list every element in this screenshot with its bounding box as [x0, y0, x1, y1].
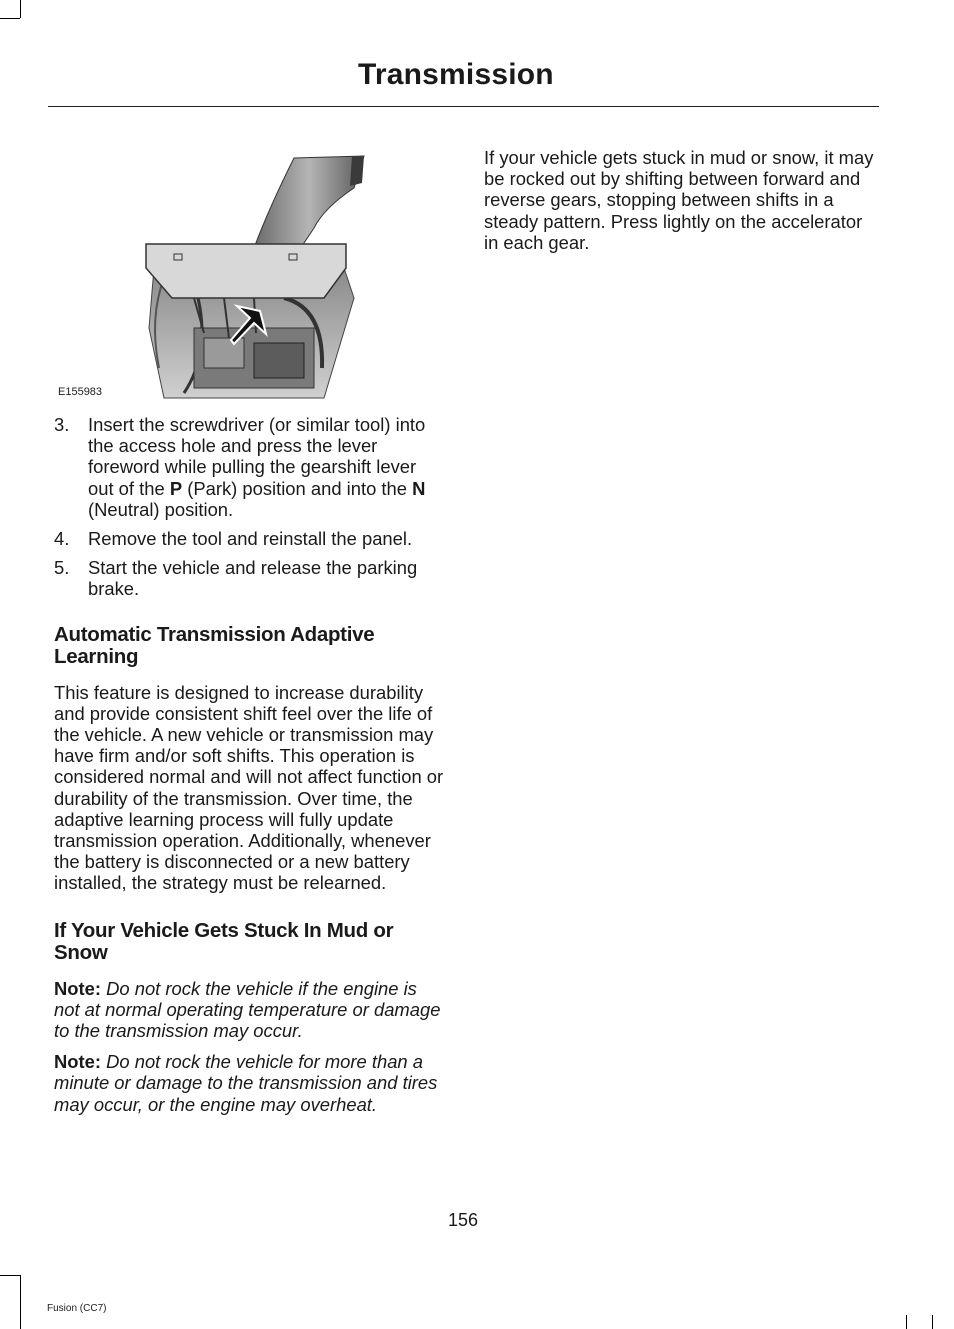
neutral-letter: N [412, 477, 426, 499]
section-body: If your vehicle gets stuck in mud or snow, it may be rocked out by shifting between forward and reverse gears, stopping between shifts in a steady pattern. Press lightly on the accelerator in each gear. [484, 147, 874, 253]
section-heading: Automatic Transmission Adaptive Learning [54, 622, 375, 668]
footer-model: Fusion (CC7) [47, 1303, 107, 1314]
note [54, 978, 446, 1042]
note [54, 1051, 446, 1115]
list-item [54, 414, 446, 520]
note-label: Note: [54, 977, 101, 999]
step-text: Start the vehicle and release the parking brake. [88, 557, 418, 600]
list-item [54, 557, 446, 599]
step-number: 3. [54, 414, 70, 435]
step-text: Remove the tool and reinstall the panel. [88, 528, 413, 550]
note-text: Do not rock the vehicle if the engine is not at normal operating temperature or damage to the transmission may occur. [54, 977, 441, 1042]
section-body: This feature is designed to increase durability and provide consistent shift feel over the life of the vehicle. A new vehicle or transmission may have firm and/or soft shifts. This operation is considered normal and will not affect function or durability of the transmission. Over time, the adaptive learning process will fully update transmission operation. Additionally, whenever the battery is disconnected or a new battery installed, the strategy must be relearned. [54, 681, 444, 894]
header-rule [48, 106, 879, 107]
step-text-part: Insert the screwdriver (or similar tool) into the access hole and press the lever foreword while pulling the gearshift lever out of the [88, 414, 426, 499]
page-number: 156 [447, 1210, 479, 1230]
right-column [484, 147, 874, 253]
list-item [54, 528, 446, 549]
figure-code: E155983 [58, 386, 103, 398]
crop-mark [932, 1315, 933, 1329]
gearshift-illustration [54, 148, 444, 404]
note-text: Do not rock the vehicle for more than a minute or damage to the transmission and tires may occur, or the engine may overheat. [54, 1051, 438, 1115]
park-letter: P [169, 477, 183, 499]
left-column [54, 414, 446, 1115]
page-title-text: Transmission [358, 58, 554, 91]
crop-mark [20, 1275, 21, 1329]
step-text-part: (Neutral) position. [88, 498, 234, 520]
crop-mark [0, 1275, 20, 1276]
crop-mark [20, 0, 21, 18]
page-title [358, 58, 554, 92]
step-number: 4. [54, 528, 70, 550]
section-heading: If Your Vehicle Gets Stuck In Mud or Snow [54, 918, 394, 964]
step-number: 5. [54, 557, 70, 579]
crop-mark [906, 1315, 907, 1329]
step-text [88, 414, 446, 520]
step-text-part: (Park) position and into the [182, 477, 413, 499]
note-label: Note: [54, 1051, 101, 1073]
crop-mark [0, 18, 20, 19]
